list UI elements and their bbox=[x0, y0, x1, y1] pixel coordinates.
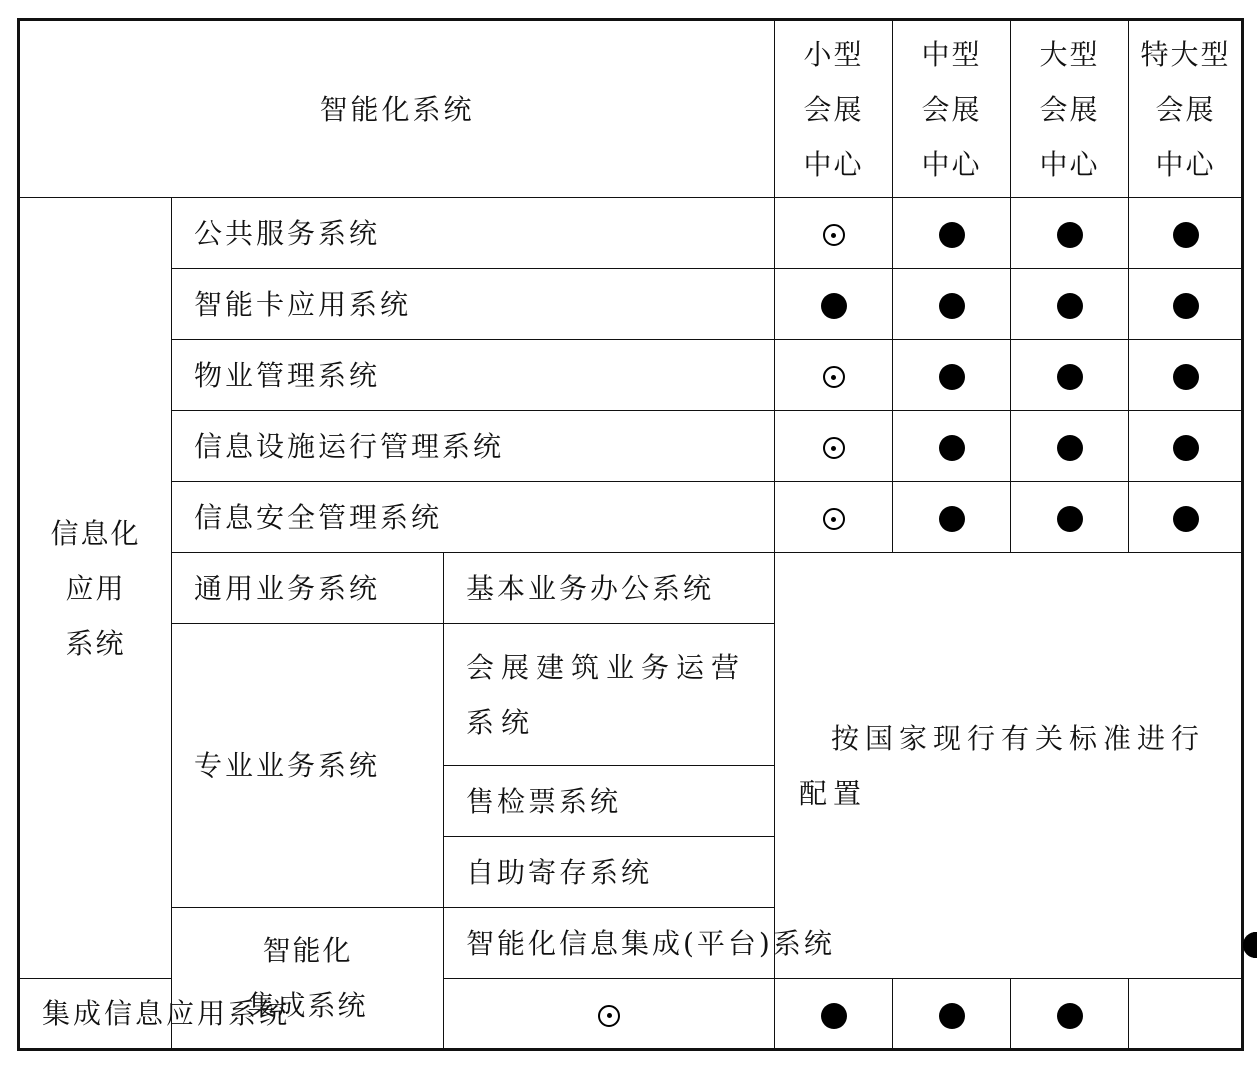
table-row bbox=[19, 269, 1243, 340]
size-small-line2: 会展 bbox=[803, 92, 864, 126]
general-business-label: 通用业务系统 bbox=[172, 553, 444, 624]
mark-cell bbox=[775, 269, 893, 340]
professional-item: 自助寄存系统 bbox=[444, 837, 775, 908]
group2-line1: 智能化 bbox=[262, 934, 353, 967]
filled-dot-icon bbox=[1057, 506, 1083, 532]
mark-cell bbox=[893, 411, 1011, 482]
circled-dot-icon bbox=[823, 437, 845, 459]
header-system-cell bbox=[19, 20, 775, 198]
row-name: 信息设施运行管理系统 bbox=[172, 411, 775, 482]
table-row bbox=[19, 979, 1243, 1050]
circled-dot-icon bbox=[823, 508, 845, 530]
filled-dot-icon bbox=[939, 506, 965, 532]
table-row bbox=[19, 198, 1243, 269]
mark-cell bbox=[1011, 198, 1129, 269]
row-name: 物业管理系统 bbox=[172, 340, 775, 411]
filled-dot-icon bbox=[1173, 506, 1199, 532]
row-name: 智能卡应用系统 bbox=[172, 269, 775, 340]
mark-cell bbox=[1129, 269, 1243, 340]
intelligent-system-config-table bbox=[17, 18, 1244, 1051]
filled-dot-icon bbox=[1173, 293, 1199, 319]
mark-cell bbox=[1129, 482, 1243, 553]
mark-cell bbox=[775, 198, 893, 269]
mark-cell bbox=[893, 198, 1011, 269]
size-medium-line1: 中型 bbox=[921, 37, 982, 71]
size-medium-line3: 中心 bbox=[921, 147, 982, 181]
size-medium-line2: 会展 bbox=[921, 92, 982, 126]
size-xl-line3: 中心 bbox=[1155, 147, 1216, 181]
group2-line2: 集成系统 bbox=[247, 989, 368, 1022]
filled-dot-icon bbox=[1173, 435, 1199, 461]
mark-cell bbox=[1011, 482, 1129, 553]
professional-business-label: 专业业务系统 bbox=[172, 624, 444, 908]
size-xl-line1: 特大型 bbox=[1140, 37, 1231, 71]
mark-cell bbox=[1011, 340, 1129, 411]
group-info-app-label bbox=[19, 198, 172, 979]
size-large-line2: 会展 bbox=[1039, 92, 1100, 126]
size-large-line3: 中心 bbox=[1039, 147, 1100, 181]
group1-line2: 应用 bbox=[65, 571, 126, 605]
size-large-line1: 大型 bbox=[1039, 37, 1100, 71]
header-size-small bbox=[775, 20, 893, 198]
mark-cell bbox=[775, 979, 893, 1050]
size-small-line1: 小型 bbox=[803, 37, 864, 71]
filled-dot-icon bbox=[939, 222, 965, 248]
circled-dot-icon bbox=[823, 366, 845, 388]
mark-cell bbox=[775, 411, 893, 482]
header-size-extra-large bbox=[1129, 20, 1243, 198]
header-row bbox=[19, 20, 1243, 198]
size-xl-line2: 会展 bbox=[1155, 92, 1216, 126]
mark-cell bbox=[893, 269, 1011, 340]
header-size-medium bbox=[893, 20, 1011, 198]
header-system-label: 智能化系统 bbox=[319, 92, 475, 126]
professional-item: 售检票系统 bbox=[444, 766, 775, 837]
mark-cell bbox=[893, 482, 1011, 553]
row-name: 集成信息应用系统 bbox=[19, 979, 444, 1050]
row-name: 信息安全管理系统 bbox=[172, 482, 775, 553]
filled-dot-icon bbox=[939, 293, 965, 319]
mark-cell bbox=[1129, 411, 1243, 482]
table-row bbox=[19, 340, 1243, 411]
mark-cell bbox=[1129, 340, 1243, 411]
mark-cell bbox=[1011, 269, 1129, 340]
filled-dot-icon bbox=[821, 293, 847, 319]
config-note: 按国家现行有关标准进行配置 bbox=[775, 553, 1243, 979]
mark-cell bbox=[444, 979, 775, 1050]
mark-cell bbox=[775, 340, 893, 411]
size-small-line3: 中心 bbox=[803, 147, 864, 181]
filled-dot-icon bbox=[1173, 222, 1199, 248]
filled-dot-icon bbox=[1057, 222, 1083, 248]
mark-cell bbox=[893, 340, 1011, 411]
table-row bbox=[19, 553, 1243, 624]
filled-dot-icon bbox=[821, 1003, 847, 1029]
filled-dot-icon bbox=[1057, 435, 1083, 461]
filled-dot-icon bbox=[939, 1003, 965, 1029]
professional-item: 会展建筑业务运营系统 bbox=[444, 624, 775, 766]
basic-office-label: 基本业务办公系统 bbox=[444, 553, 775, 624]
circled-dot-icon bbox=[823, 224, 845, 246]
table-row bbox=[19, 411, 1243, 482]
table-row bbox=[19, 482, 1243, 553]
group1-line3: 系统 bbox=[65, 626, 126, 660]
filled-dot-icon bbox=[939, 435, 965, 461]
filled-dot-icon bbox=[1057, 1003, 1083, 1029]
mark-cell bbox=[893, 979, 1011, 1050]
filled-dot-icon bbox=[1173, 364, 1199, 390]
row-name: 智能化信息集成(平台)系统 bbox=[444, 908, 893, 979]
header-size-large bbox=[1011, 20, 1129, 198]
mark-cell bbox=[775, 482, 893, 553]
circled-dot-icon bbox=[598, 1005, 620, 1027]
row-name: 公共服务系统 bbox=[172, 198, 775, 269]
filled-dot-icon bbox=[1057, 364, 1083, 390]
mark-cell bbox=[1129, 198, 1243, 269]
mark-cell bbox=[1011, 411, 1129, 482]
filled-dot-icon bbox=[1057, 293, 1083, 319]
filled-dot-icon bbox=[939, 364, 965, 390]
group1-line1: 信息化 bbox=[50, 516, 141, 550]
mark-cell bbox=[1011, 979, 1129, 1050]
